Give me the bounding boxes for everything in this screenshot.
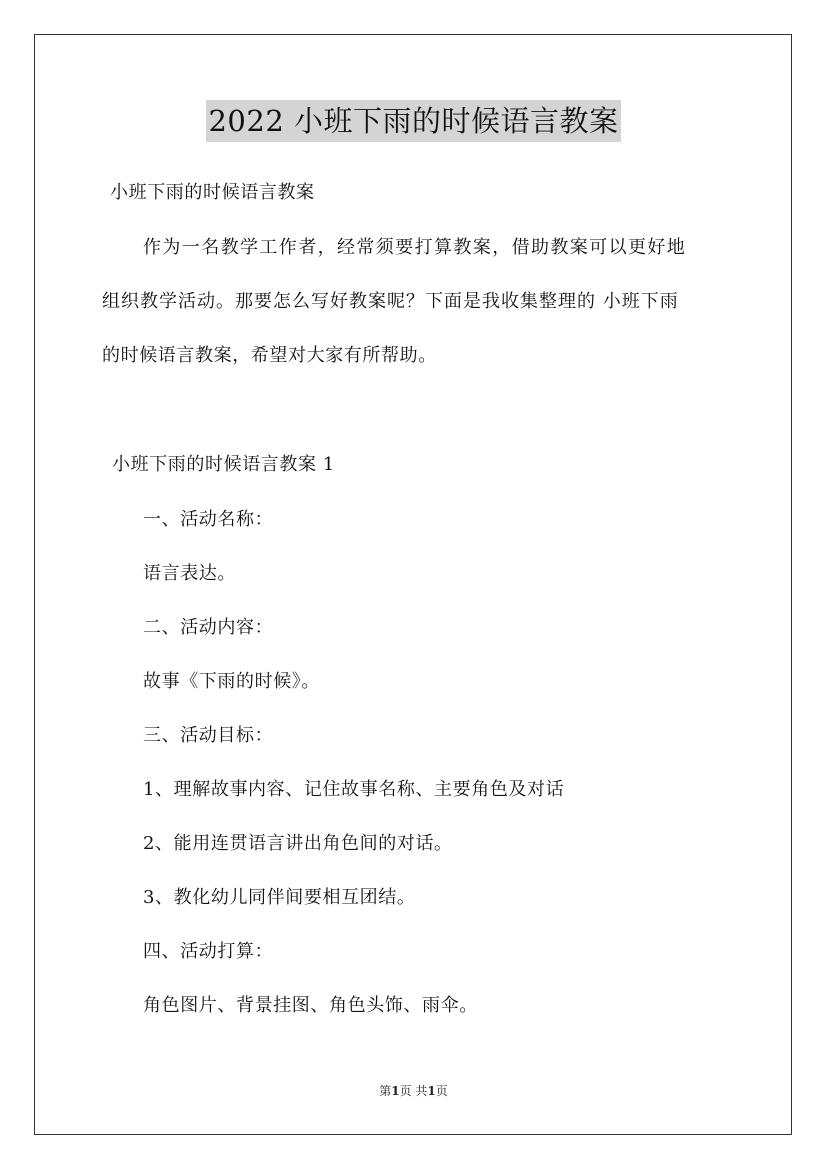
section-heading: 小班下雨的时候语言教案 1 [112,454,335,475]
list-item: 二、活动内容： [143,617,274,638]
list-item: 故事《下雨的时候》。 [143,671,320,692]
title-wrap [0,100,827,142]
list-item: 三、活动目标： [143,725,274,746]
list-item: 语言表达。 [143,563,236,584]
list-item: 四、活动打算： [143,941,274,962]
document-subtitle: 小班下雨的时候语言教案 [110,182,315,203]
footer-total-pages: 1 [427,1084,436,1098]
intro-line-1: 作为一名教学工作者，经常须要打算教案，借助教案可以更好地 [143,237,687,258]
document-title: 2022 小班下雨的时候语言教案 [206,100,620,142]
footer-page-number: 1 [391,1084,400,1098]
list-item: 2、能用连贯语言讲出角色间的对话。 [143,833,453,854]
page-footer [0,1083,827,1099]
intro-line-2: 组织教学活动。那要怎么写好教案呢？下面是我收集整理的 小班下雨 [102,291,679,312]
list-item: 1、理解故事内容、记住故事名称、主要角色及对话 [143,779,565,800]
list-item: 角色图片、背景挂图、角色头饰、雨伞。 [143,995,478,1016]
footer-page-prefix: 第 [379,1084,392,1098]
footer-page-suffix: 页 共 [399,1084,428,1098]
list-item: 3、教化幼儿同伴间要相互团结。 [143,887,416,908]
footer-total-suffix: 页 [435,1084,448,1098]
list-item: 一、活动名称： [143,509,274,530]
intro-line-3: 的时候语言教案，希望对大家有所帮助。 [102,345,437,366]
